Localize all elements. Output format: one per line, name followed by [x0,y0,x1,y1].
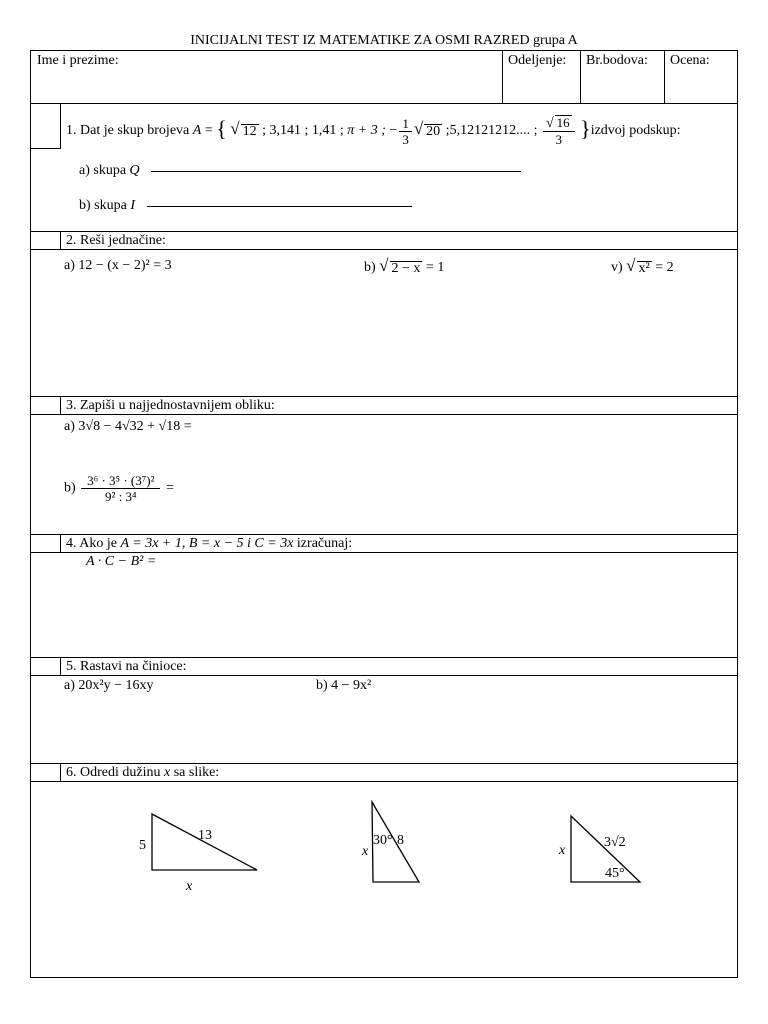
q3b-numerator: 3⁶ · 3⁵ · (3⁷)² [81,473,160,489]
q3b-eq: = [165,480,174,496]
q5b-expression: b) 4 − 9x² [316,678,372,693]
q3a-label: a) [64,419,75,434]
q6-tail: sa slike: [173,765,220,780]
q1-root-16: 16 [556,115,570,130]
page-title: INICIJALNI TEST IZ MATEMATIKE ZA OSMI RAZRED grupa A [190,33,578,48]
grade-field[interactable] [664,51,737,103]
q2b-label: b) [364,260,376,275]
q1-frac-num: 1 [399,116,412,132]
q2a-equation: a) 12 − (x − 2)² = 3 [64,258,172,273]
q6-var: x [163,765,171,780]
name-field-label[interactable]: Ime i prezime: [37,53,119,68]
t2-angle: 30° [373,833,393,848]
q6-text: 6. Odredi dužinu [66,765,161,780]
q2v-radicand: x² [638,261,650,276]
question-6 [31,763,737,978]
t2-side: 8 [397,833,404,848]
q2v-eq: = 2 [655,260,674,275]
q1-pi: π + 3 ; [347,123,386,139]
t3-x: x [559,843,566,858]
q3-text: 3. Zapiši u najjednostavnijem obliku: [66,398,275,413]
score-box-2[interactable] [31,232,61,250]
t3-angle: 45° [605,866,625,881]
q2b-radicand: 2 − x [391,261,421,276]
t3-side: 3√2 [604,835,626,850]
q4-tail: izračunaj: [296,536,353,551]
q2-text: 2. Reši jednačine: [66,233,166,248]
q1-frac2-den: 3 [555,132,563,147]
q1a-answer-line[interactable] [151,171,521,172]
score-box-6[interactable] [31,764,61,782]
question-1: 1. Dat je skup brojeva A = { √ 12 ; 3,141 ; 1,41 ; π + 3 ; − $\frac{1}{3}$ √ 20 ;5,12121212.... ; $\frac{√ 16}{3}$ }izdvoj podskup: a) skupa Q b) skupa I [31,103,737,231]
q2v-label: v) [611,260,623,275]
t1-x: x [186,879,193,894]
q3a-expression: 3√8 − 4√32 + √18 = [78,419,192,434]
score-box-3[interactable] [31,397,61,415]
q1a-set: Q [129,163,140,178]
q1-root-12: 12 [242,124,257,140]
q6-figures [31,784,737,974]
q3b-denominator: 9² : 3⁴ [105,489,137,504]
q1-tail: izdvoj podskup: [590,123,681,139]
points-field-label: Br.bodova: [586,53,648,68]
q1-frac-den: 3 [402,131,409,147]
q1-repeating: 5,12121212.... ; [449,123,538,139]
question-3 [31,396,737,535]
t1-side-c: 13 [198,828,212,843]
question-4 [31,534,737,658]
question-2: 2. Reši jednačine: a) 12 − (x − 2)² = 3 b) √ 2 − x = 1 v) √ x² = 2 [31,231,737,397]
class-field[interactable] [502,51,580,103]
points-field[interactable] [580,51,664,103]
q1-text: 1. Dat je skup brojeva [66,123,190,139]
score-box-4[interactable] [31,535,61,553]
q2b-eq: = 1 [425,260,445,275]
grade-field-label: Ocena: [670,53,710,68]
q4-text: 4. Ako je [66,536,117,551]
question-5 [31,657,737,764]
q1-set-name: A [192,123,202,139]
q1a-label: a) skupa [79,163,127,178]
q1-root-20: 20 [426,124,441,140]
q3b-label: b) [64,480,76,496]
q5a-expression: a) 20x²y − 16xy [64,678,154,693]
q1b-set: I [130,198,135,213]
q5-text: 5. Rastavi na činioce: [66,659,187,674]
score-box-1[interactable] [31,103,61,149]
q4-expression: A · C − B² = [86,554,157,569]
q1b-label: b) skupa [79,198,127,213]
class-field-label: Odeljenje: [508,53,567,68]
score-box-5[interactable] [31,658,61,676]
q1-items: 3,141 ; 1,41 ; [269,123,344,139]
q4-definitions: A = 3x + 1, B = x − 5 i C = 3x [120,536,294,551]
student-info-row [31,51,737,104]
test-sheet [30,50,738,978]
t2-x: x [362,844,369,859]
t1-side-a: 5 [139,838,146,853]
q1b-answer-line[interactable] [147,206,412,207]
